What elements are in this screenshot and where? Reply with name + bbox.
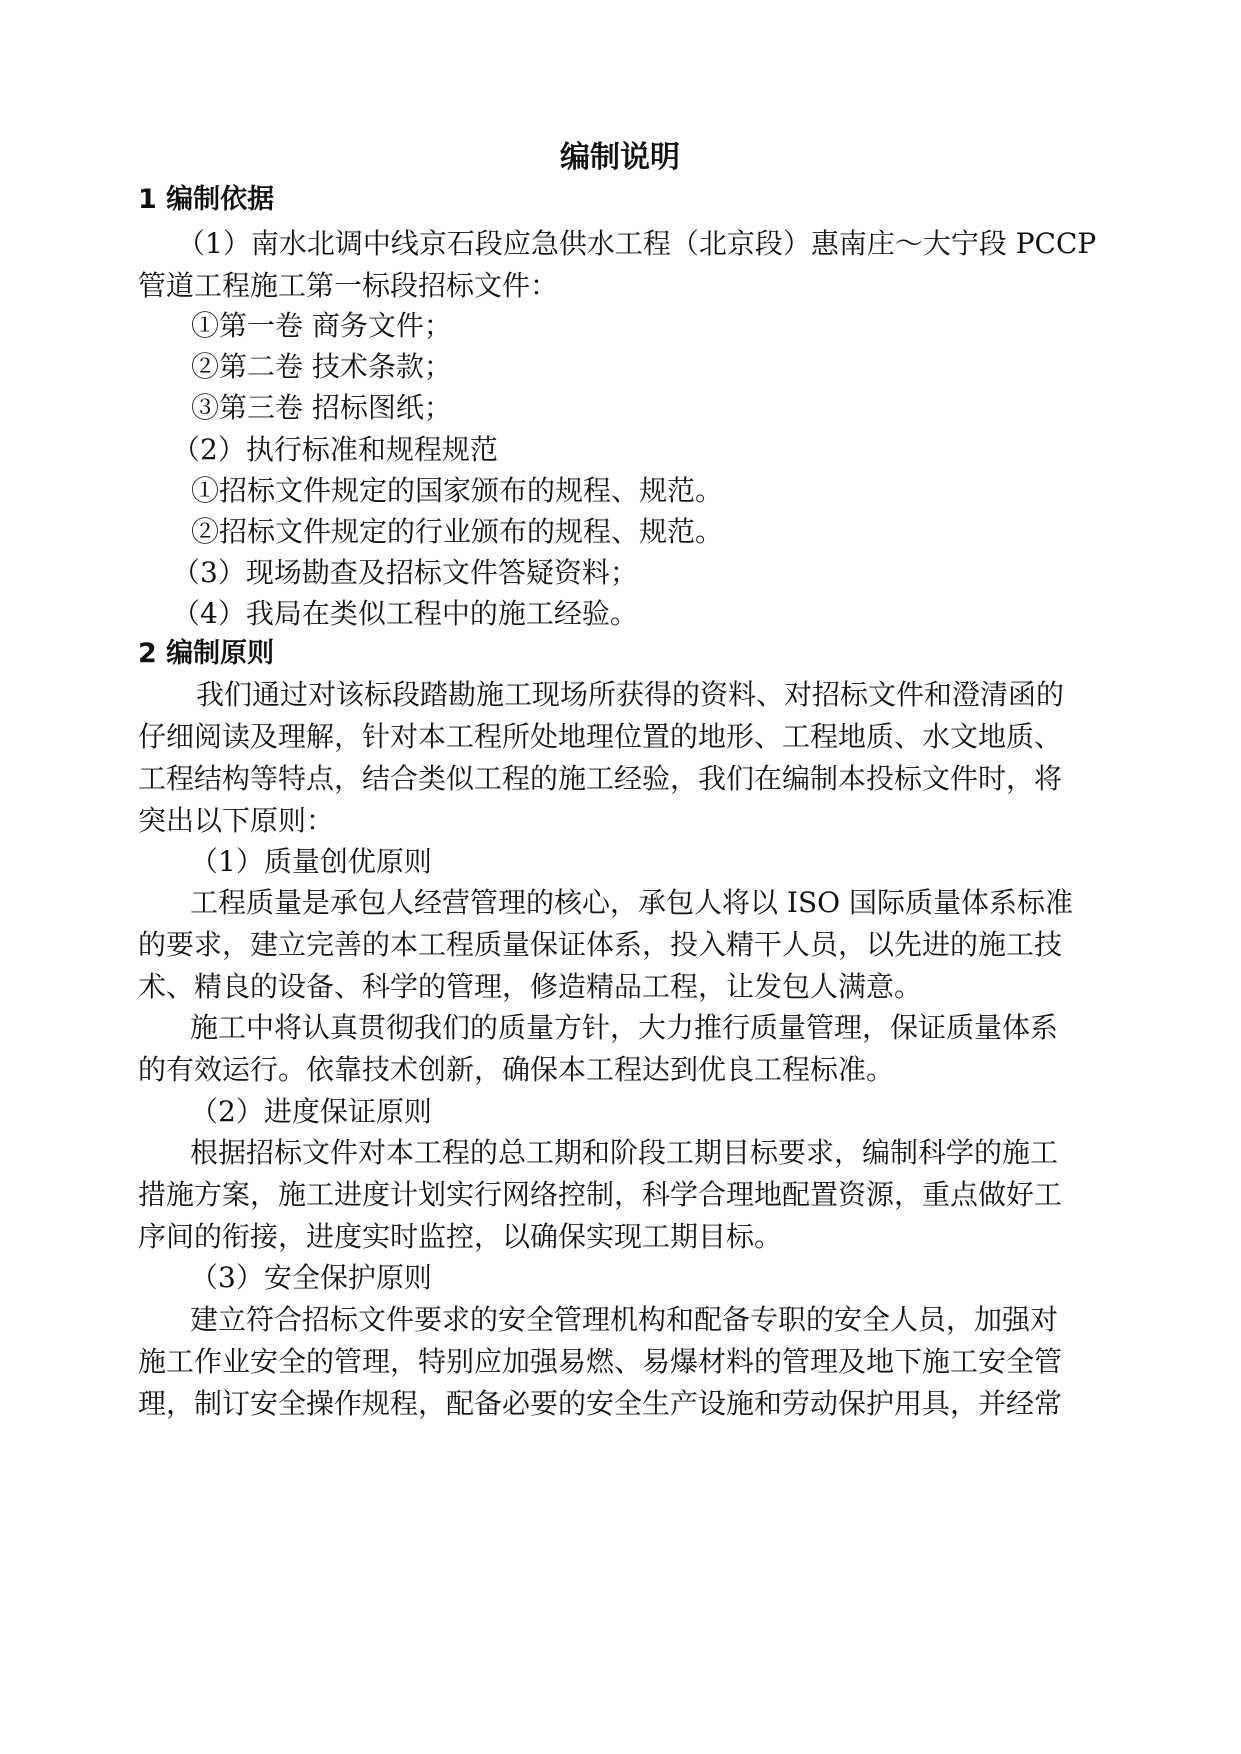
basis-item-3: （3）现场勘查及招标文件答疑资料； <box>172 556 638 589</box>
basis-volume-1: ①第一卷 商务文件； <box>191 309 452 342</box>
principle-3-line-3: 理，制订安全操作规程，配备必要的安全生产设施和劳动保护用具，并经常 <box>138 1387 1063 1420</box>
basis-item-1-line-1: （1）南水北调中线京石段应急供水工程（北京段）惠南庄～大宁段 PCCP <box>177 227 1097 260</box>
basis-standard-2: ②招标文件规定的行业颁布的规程、规范。 <box>191 515 724 548</box>
principle-2-line-3: 序间的衔接，进度实时监控，以确保实现工期目标。 <box>138 1220 783 1253</box>
principle-1-para-b-line-2: 的有效运行。依靠技术创新，确保本工程达到优良工程标准。 <box>138 1053 895 1086</box>
principle-1-title: （1）质量创优原则 <box>190 845 432 878</box>
principles-intro-line-2: 仔细阅读及理解，针对本工程所处地理位置的地形、工程地质、水文地质、 <box>138 720 1063 753</box>
principles-intro-line-3: 工程结构等特点，结合类似工程的施工经验，我们在编制本投标文件时，将 <box>138 762 1063 795</box>
page-title: 编制说明 <box>560 140 680 175</box>
basis-item-1-line-2: 管道工程施工第一标段招标文件： <box>138 269 559 302</box>
principle-3-line-2: 施工作业安全的管理，特别应加强易燃、易爆材料的管理及地下施工安全管 <box>138 1345 1063 1378</box>
basis-item-2: （2）执行标准和规程规范 <box>172 433 498 466</box>
section-1-heading: 1 编制依据 <box>138 184 275 215</box>
principle-1-para-b-line-1: 施工中将认真贯彻我们的质量方针，大力推行质量管理，保证质量体系 <box>190 1011 1059 1044</box>
basis-standard-1: ①招标文件规定的国家颁布的规程、规范。 <box>191 474 724 507</box>
principle-1-para-a-line-2: 的要求，建立完善的本工程质量保证体系，投入精干人员，以先进的施工技 <box>138 928 1063 961</box>
principles-intro-line-4: 突出以下原则： <box>138 804 335 837</box>
principle-3-line-1: 建立符合招标文件要求的安全管理机构和配备专职的安全人员，加强对 <box>190 1303 1059 1336</box>
basis-item-4: （4）我局在类似工程中的施工经验。 <box>172 597 638 630</box>
basis-volume-3: ③第三卷 招标图纸； <box>191 391 452 424</box>
principle-2-line-2: 措施方案，施工进度计划实行网络控制，科学合理地配置资源，重点做好工 <box>138 1178 1063 1211</box>
principles-intro-line-1: 我们通过对该标段踏勘施工现场所获得的资料、对招标文件和澄清函的 <box>196 678 1065 711</box>
principle-2-title: （2）进度保证原则 <box>190 1095 432 1128</box>
section-2-heading: 2 编制原则 <box>138 638 275 669</box>
principle-2-line-1: 根据招标文件对本工程的总工期和阶段工期目标要求，编制科学的施工 <box>190 1136 1059 1169</box>
principle-1-para-a-line-3: 术、精良的设备、科学的管理，修造精品工程，让发包人满意。 <box>138 970 923 1003</box>
principle-3-title: （3）安全保护原则 <box>190 1261 432 1294</box>
principle-1-para-a-line-1: 工程质量是承包人经营管理的核心，承包人将以 ISO 国际质量体系标准 <box>190 886 1074 919</box>
basis-volume-2: ②第二卷 技术条款； <box>191 350 452 383</box>
